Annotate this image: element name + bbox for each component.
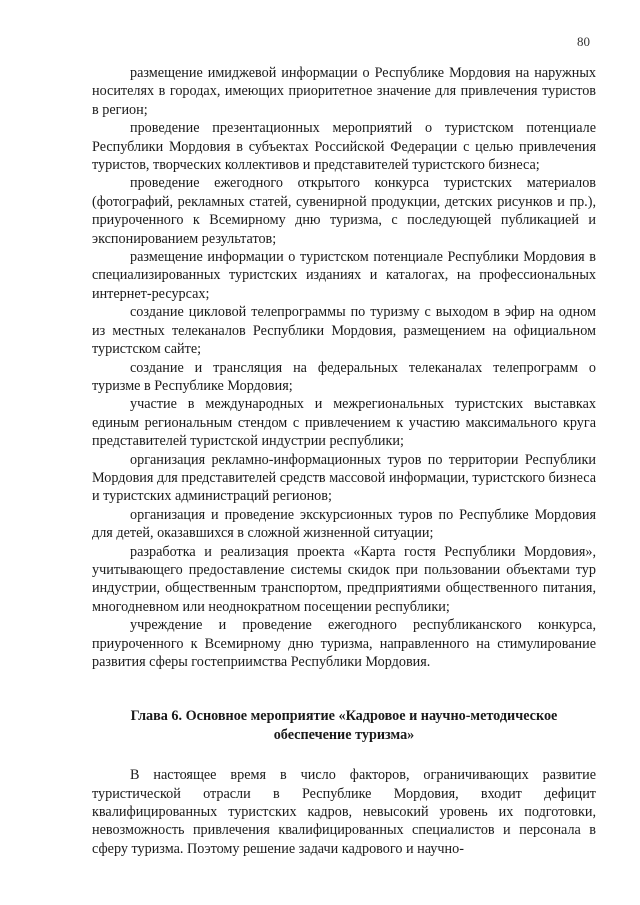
list-item: создание и трансляция на федеральных телеканалах телепрограмм о туризме в Республике Мордовия; xyxy=(92,359,596,394)
list-item: организация рекламно-информационных туров по территории Республики Мордовия для представителей средств массовой информации, туристского бизнеса и туристских администраций регионов; xyxy=(92,451,596,505)
list-item: организация и проведение экскурсионных туров по Республике Мордовия для детей, оказавшихся в сложной жизненной ситуации; xyxy=(92,506,596,542)
list-item: участие в международных и межрегиональных туристских выставках единым региональным стендом с привлечением к участию максимального круга представителей туристской индустрии республики; xyxy=(92,396,596,450)
list-item: размещение имиджевой информации о Республике Мордовия на наружных носителях в городах, имеющих приоритетное значение для привлечения туристов в регион; xyxy=(92,65,596,118)
body-paragraph: В настоящее время в число факторов, ограничивающих развитие туристической отрасли в Республике Мордовия, входит дефицит квалифицированных туристских кадров, невысокий уровень их подготовки, невозможность привлечения квалифицированных специалистов и персонала в сферу туризма. Поэтому решение задачи кадрового и научно- xyxy=(92,767,596,857)
chapter-heading: Глава 6. Основное мероприятие «Кадровое и научно-методическое обеспечение туризма» xyxy=(130,708,558,743)
list-item: создание цикловой телепрограммы по туризму с выходом в эфир на одном из местных телеканалов Республики Мордовия, размещением на официальном туристском сайте; xyxy=(92,304,596,358)
list-item: разработка и реализация проекта «Карта гостя Республики Мордовия», учитывающего предоставление системы скидок при пользовании объектами тур индустрии, общественным транспортом, предприятиями общественного питания, многодневном или неоднократном посещении республики; xyxy=(92,543,596,615)
list-item: учреждение и проведение ежегодного республиканского конкурса, приуроченного к Всемирному дню туризма, направленного на стимулирование развития сферы гостеприимства Республики Мордовия. xyxy=(92,617,596,670)
list-item: проведение ежегодного открытого конкурса туристских материалов (фотографий, рекламных статей, сувенирной продукции, детских рисунков и пр.), приуроченного к Всемирному дню туризма, с последующей публикацией и экспонированием результатов; xyxy=(92,175,596,247)
list-item: размещение информации о туристском потенциале Республики Мордовия в специализированных туристских изданиях и каталогах, на профессиональных интернет-ресурсах; xyxy=(92,249,596,302)
list-item: проведение презентационных мероприятий о туристском потенциале Республики Мордовия в субъектах Российской Федерации с целью привлечения туристов, творческих коллективов и представителей туристского бизнеса; xyxy=(92,120,596,174)
page-content xyxy=(92,64,596,858)
page-number: 80 xyxy=(577,34,590,49)
